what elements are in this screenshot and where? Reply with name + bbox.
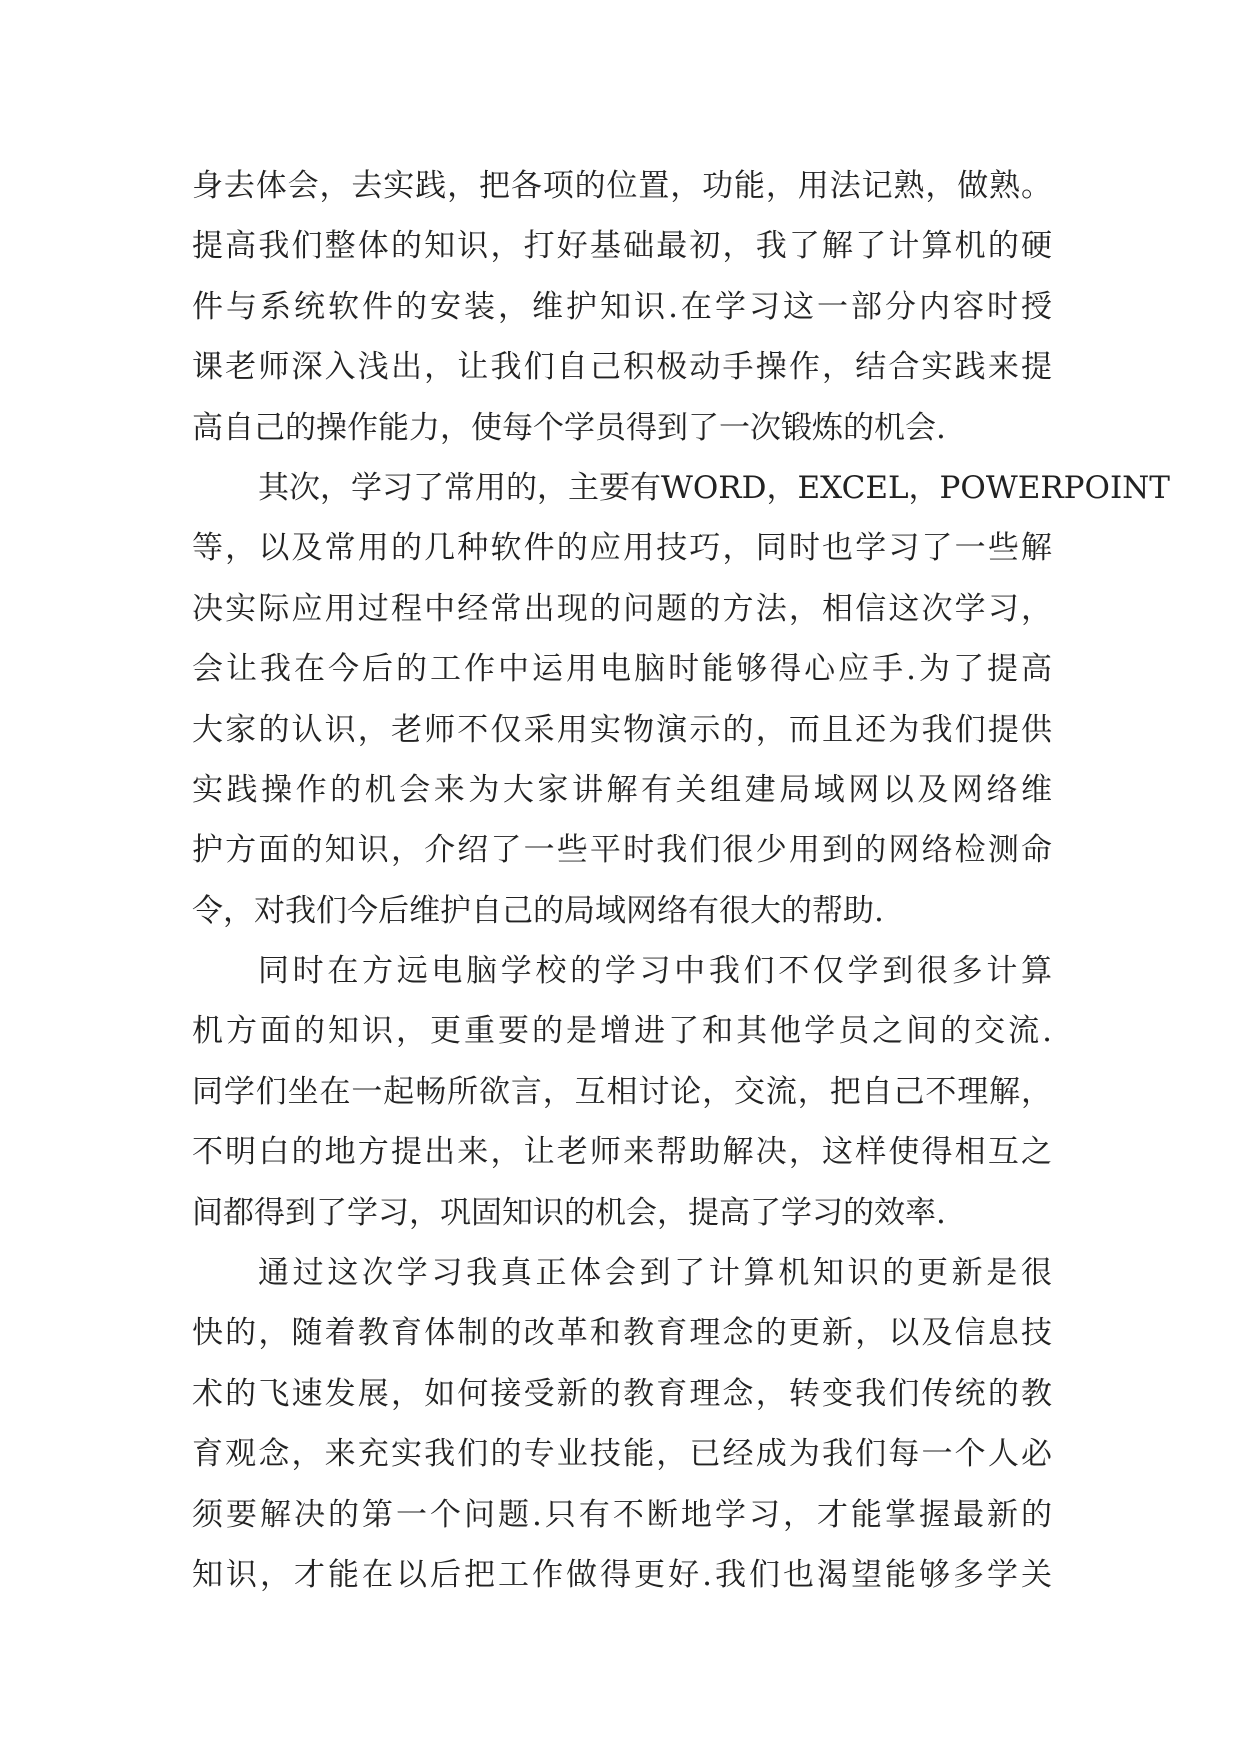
text-line: 同时在方远电脑学校的学习中我们不仅学到很多计算 — [258, 953, 1052, 990]
text-line: 决实际应用过程中经常出现的问题的方法，相信这次学习， — [192, 590, 1052, 627]
text-line: 同学们坐在一起畅所欲言，互相讨论，交流，把自己不理解， — [192, 1073, 1052, 1110]
text-line: 其次，学习了常用的，主要有WORD，EXCEL，POWERPOINT — [258, 469, 1170, 506]
text-line: 快的，随着教育体制的改革和教育理念的更新，以及信息技 — [192, 1315, 1052, 1352]
text-line: 机方面的知识，更重要的是增进了和其他学员之间的交流. — [192, 1013, 1052, 1050]
text-line: 提高我们整体的知识，打好基础最初，我了解了计算机的硬 — [192, 228, 1052, 265]
text-line: 护方面的知识，介绍了一些平时我们很少用到的网络检测命 — [192, 832, 1052, 869]
text-line: 高自己的操作能力，使每个学员得到了一次锻炼的机会. — [192, 409, 946, 446]
text-line: 不明白的地方提出来，让老师来帮助解决，这样使得相互之 — [192, 1134, 1052, 1171]
text-line: 知识，才能在以后把工作做得更好.我们也渴望能够多学关 — [192, 1556, 1052, 1593]
text-line: 大家的认识，老师不仅采用实物演示的，而且还为我们提供 — [192, 711, 1052, 748]
text-line: 术的飞速发展，如何接受新的教育理念，转变我们传统的教 — [192, 1375, 1052, 1412]
text-line: 实践操作的机会来为大家讲解有关组建局域网以及网络维 — [192, 771, 1052, 808]
text-line: 会让我在今后的工作中运用电脑时能够得心应手.为了提高 — [192, 651, 1052, 688]
text-line: 令，对我们今后维护自己的局域网络有很大的帮助. — [192, 892, 884, 929]
text-line: 通过这次学习我真正体会到了计算机知识的更新是很 — [258, 1255, 1052, 1292]
text-line: 间都得到了学习，巩固知识的机会，提高了学习的效率. — [192, 1194, 946, 1231]
text-line: 件与系统软件的安装，维护知识.在学习这一部分内容时授 — [192, 288, 1052, 325]
body-text — [192, 156, 1170, 1605]
text-line: 身去体会，去实践，把各项的位置，功能，用法记熟，做熟。 — [192, 168, 1052, 204]
text-line: 须要解决的第一个问题.只有不断地学习，才能掌握最新的 — [192, 1496, 1052, 1533]
text-line: 课老师深入浅出，让我们自己积极动手操作，结合实践来提 — [192, 349, 1052, 386]
text-line: 育观念，来充实我们的专业技能，已经成为我们每一个人必 — [192, 1436, 1052, 1473]
text-line: 等，以及常用的几种软件的应用技巧，同时也学习了一些解 — [192, 530, 1052, 567]
